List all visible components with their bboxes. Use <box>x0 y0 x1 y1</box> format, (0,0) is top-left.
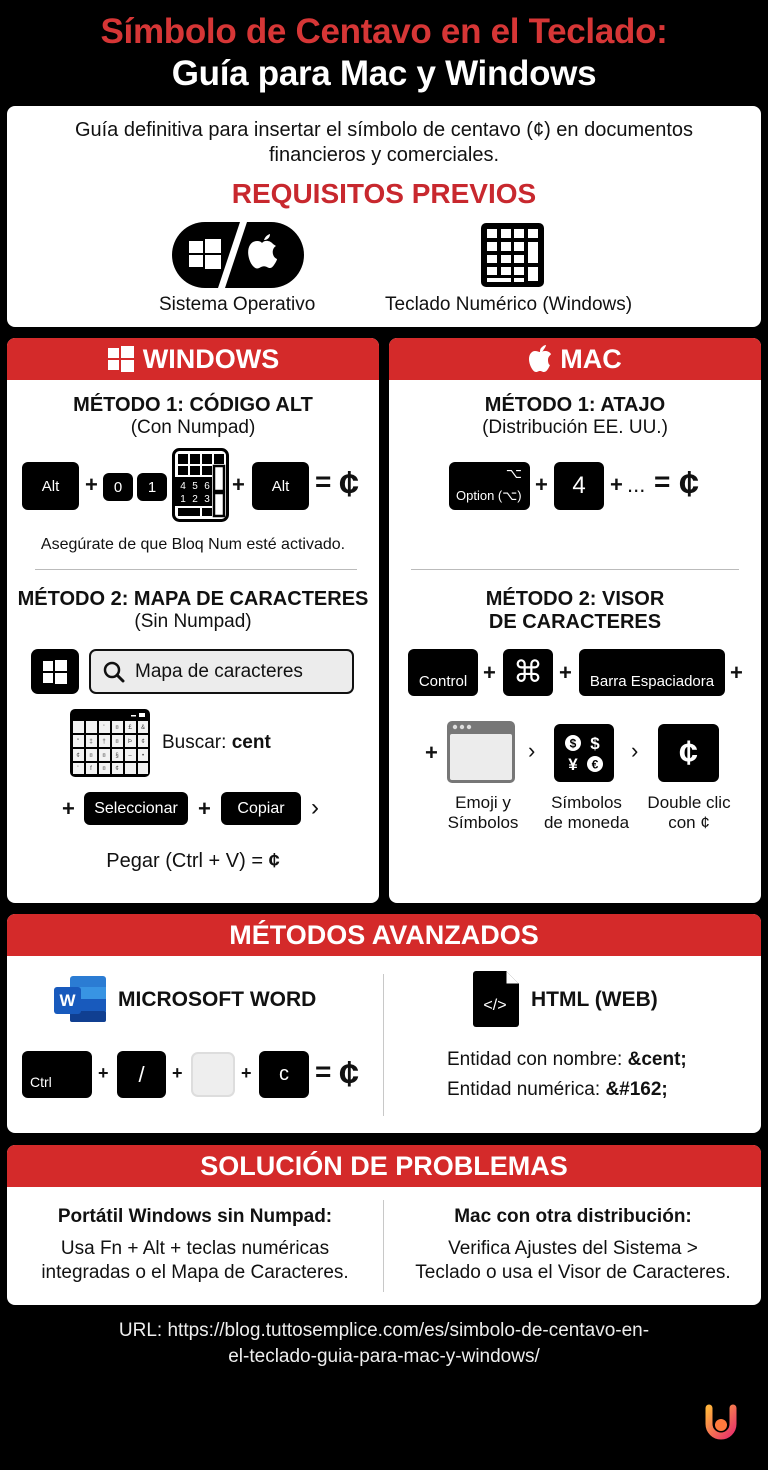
windows-panel <box>7 338 379 903</box>
plus-sign: + <box>172 1063 183 1083</box>
copy-button[interactable]: Copiar <box>221 792 301 825</box>
svg-text:‡: ‡ <box>89 739 93 745</box>
numlock-note: Asegúrate de que Bloq Num esté activado. <box>40 536 346 553</box>
win-method1-title: MÉTODO 1: CÓDIGO ALT <box>73 394 313 416</box>
svg-text:¤: ¤ <box>102 753 106 759</box>
key-ctrl: Ctrl <box>22 1051 92 1098</box>
svg-text:f: f <box>90 766 92 772</box>
svg-text:¤: ¤ <box>115 725 119 731</box>
windows-start-button[interactable] <box>31 649 79 694</box>
win-method1-subtitle: (Con Numpad) <box>130 417 256 438</box>
named-entity: Entidad con nombre: &cent; <box>447 1049 687 1070</box>
requirement-os-label: Sistema Operativo <box>159 294 316 315</box>
svg-text:¤: ¤ <box>115 739 119 745</box>
ellipsis: ... <box>627 472 646 497</box>
svg-text:4: 4 <box>180 481 186 492</box>
vertical-divider <box>383 974 384 1116</box>
paste-instruction: Pegar (Ctrl + V) = ¢ <box>106 850 280 872</box>
source-url: URL: https://blog.tuttosemplice.com/es/simbolo-de-centavo-en- el-teclado-guia-para-mac-y-windows/ <box>118 1320 650 1367</box>
search-hint: Buscar: cent <box>162 732 271 753</box>
svg-text:†: † <box>102 739 106 745</box>
plus-sign: + <box>232 472 245 497</box>
chevron-right-icon: › <box>528 738 536 763</box>
chevron-right-icon: › <box>631 738 639 763</box>
key-1: 1 <box>137 473 167 501</box>
svg-text:</>: </> <box>483 997 507 1014</box>
cent-character-tile: ¢ <box>658 724 719 782</box>
plus-sign: + <box>730 660 743 685</box>
mac-panel <box>389 338 761 903</box>
svg-text:Þ: Þ <box>127 739 133 745</box>
search-input[interactable] <box>89 649 354 694</box>
search-input-text: Mapa de caracteres <box>135 660 303 682</box>
advanced-header <box>7 914 761 956</box>
step-label-currency: Símbolos de moneda <box>543 793 630 832</box>
svg-text:W: W <box>59 991 76 1010</box>
plus-sign: + <box>241 1063 252 1083</box>
svg-text:1: 1 <box>180 494 186 505</box>
win-method2-subtitle: (Sin Numpad) <box>134 611 252 632</box>
plus-sign: + <box>610 472 623 497</box>
apple-logo-icon <box>528 345 552 373</box>
key-slash: / <box>117 1051 166 1098</box>
win-method2-title: MÉTODO 2: MAPA DE CARACTERES <box>17 588 369 610</box>
search-term: cent <box>231 732 271 753</box>
currency-symbols-icon <box>554 724 614 782</box>
cent-result: ¢ <box>339 463 360 504</box>
svg-text:': ' <box>103 725 105 731</box>
trouble-windows-text: Usa Fn + Alt + teclas numéricas integradas o el Mapa de Caracteres. <box>41 1238 349 1283</box>
svg-text:': ' <box>77 766 79 772</box>
plus-sign: + <box>535 472 548 497</box>
trouble-mac-text: Verifica Ajustes del Sistema > Teclado o usa el Visor de Caracteres. <box>415 1238 731 1283</box>
search-icon <box>103 661 125 683</box>
brand-logo-icon <box>703 1404 739 1444</box>
plus-sign: + <box>85 472 98 497</box>
key-alt: Alt <box>252 462 309 510</box>
svg-text:§: § <box>115 753 119 759</box>
cent-result: ¢ <box>339 1053 360 1094</box>
microsoft-word-icon <box>52 974 108 1024</box>
intro-card <box>7 106 761 327</box>
key-c: c <box>259 1051 309 1098</box>
windows-header-label: WINDOWS <box>142 343 280 374</box>
page-title-line2: Guía para Mac y Windows <box>171 54 597 93</box>
equals-sign: = <box>315 1056 332 1087</box>
plus-sign: + <box>559 660 572 685</box>
plus-sign: + <box>98 1063 109 1083</box>
advanced-methods-panel <box>7 914 761 1133</box>
svg-text:&: & <box>140 725 146 731</box>
divider <box>35 569 357 570</box>
html-title: HTML (WEB) <box>531 988 658 1011</box>
svg-text:¤: ¤ <box>102 766 106 772</box>
trouble-windows-title: Portátil Windows sin Numpad: <box>57 1206 333 1227</box>
advanced-header-label: MÉTODOS AVANZADOS <box>229 919 539 950</box>
troubleshooting-header <box>7 1145 761 1187</box>
requirements-title: REQUISITOS PREVIOS <box>231 178 537 209</box>
numpad-icon <box>172 448 229 522</box>
html-file-icon <box>473 971 519 1027</box>
cent-result: ¢ <box>679 463 700 504</box>
troubleshooting-header-label: SOLUCIÓN DE PROBLEMAS <box>200 1150 568 1181</box>
svg-text:": " <box>76 739 80 745</box>
select-button[interactable]: Seleccionar <box>84 792 188 825</box>
svg-text:¢: ¢ <box>141 739 145 745</box>
svg-text:–: – <box>128 753 132 759</box>
intro-description: Guía definitiva para insertar el símbolo de centavo (¢) en documentos financieros y comerciales. <box>74 119 694 166</box>
svg-text:3: 3 <box>204 494 210 505</box>
page-title-line1: Símbolo de Centavo en el Teclado: <box>100 12 668 51</box>
svg-text:5: 5 <box>192 481 198 492</box>
mac-method1-subtitle: (Distribución EE. UU.) <box>482 417 668 438</box>
mac-method2-title-line1: MÉTODO 2: VISOR <box>485 588 665 610</box>
svg-text:•: • <box>141 753 145 759</box>
equals-sign: = <box>315 466 332 497</box>
svg-text:£: £ <box>128 725 132 731</box>
svg-text:¥: ¥ <box>568 755 578 774</box>
windows-logo-icon <box>42 659 68 685</box>
numpad-icon <box>481 223 544 287</box>
step-label-emoji: Emoji y Símbolos <box>447 793 519 832</box>
key-option <box>449 462 530 510</box>
mac-header <box>389 338 761 380</box>
svg-text:¢: ¢ <box>76 753 80 759</box>
windows-apple-icon <box>172 222 304 288</box>
divider <box>411 569 739 570</box>
key-0: 0 <box>103 473 133 501</box>
vertical-divider <box>383 1200 384 1292</box>
svg-text:€: € <box>591 757 599 772</box>
option-symbol: ⌥ <box>505 465 522 481</box>
key-alt: Alt <box>22 462 79 510</box>
mac-method2-title-line2: DE CARACTERES <box>488 611 662 633</box>
plus-sign: + <box>62 796 75 821</box>
troubleshooting-panel <box>7 1145 761 1305</box>
emoji-symbols-window-icon <box>446 720 516 784</box>
key-command: ⌘ <box>503 649 553 696</box>
svg-text:$: $ <box>569 736 577 751</box>
svg-text:$: $ <box>590 734 600 753</box>
plus-sign: + <box>425 740 438 765</box>
equals-sign: = <box>654 466 671 497</box>
key-spacebar: Barra Espaciadora <box>579 649 725 696</box>
cent-result: ¢ <box>268 850 280 872</box>
svg-text:6: 6 <box>204 481 210 492</box>
mac-header-label: MAC <box>560 343 622 374</box>
key-4: 4 <box>554 462 604 510</box>
svg-text:2: 2 <box>192 494 198 505</box>
step-label-double-click: Double clic con ¢ <box>647 793 731 832</box>
trouble-mac-title: Mac con otra distribución: <box>454 1206 692 1227</box>
windows-header <box>7 338 379 380</box>
svg-text:¢: ¢ <box>115 766 119 772</box>
option-label: Option (⌥) <box>456 488 522 503</box>
numeric-entity: Entidad numérica: &#162; <box>447 1079 668 1100</box>
plus-sign: + <box>198 796 211 821</box>
svg-text:¤: ¤ <box>89 753 93 759</box>
key-blank <box>191 1052 235 1097</box>
chevron-right-icon: › <box>311 794 319 821</box>
requirement-numpad-label: Teclado Numérico (Windows) <box>385 294 633 315</box>
numeric-entity-value: &#162; <box>605 1079 668 1100</box>
word-title: MICROSOFT WORD <box>118 988 317 1011</box>
windows-logo-icon <box>107 345 135 373</box>
key-control: Control <box>408 649 478 696</box>
plus-sign: + <box>483 660 496 685</box>
named-entity-value: &cent; <box>627 1049 687 1070</box>
character-map-icon <box>69 708 151 778</box>
mac-method1-title: MÉTODO 1: ATAJO <box>484 394 666 416</box>
